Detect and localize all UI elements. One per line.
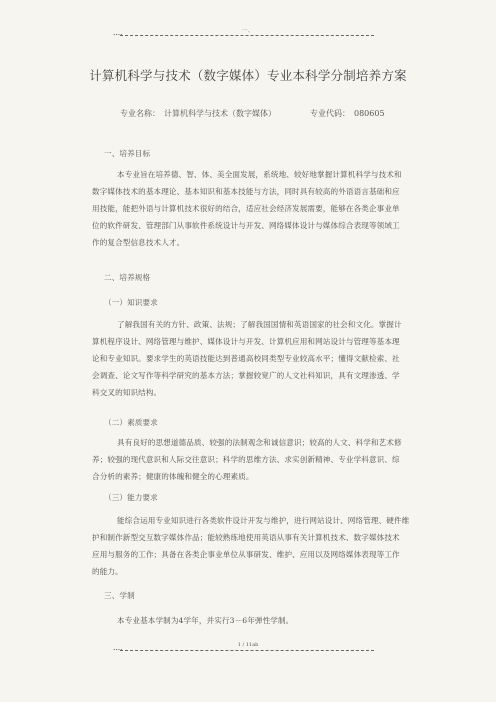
paragraph-line: 作的复合型信息技术人才。: [92, 238, 185, 247]
paragraph-line: 数字媒体技术的基本理论、基本知识和基本技能与方法，同时具有较高的外语语言基础和应: [92, 187, 400, 196]
section-heading-objective: 一、培养目标: [104, 149, 151, 158]
document-title: 计算机科学与技术（数字媒体）专业本科学分制培养方案: [89, 68, 407, 83]
program-meta: [120, 108, 389, 119]
paragraph-line: 位的软件研发、管理部门从事软件系统设计与开发、网络媒体设计与媒体综合表现等领域工: [92, 221, 400, 230]
footer-divider: [120, 650, 374, 651]
paragraph-line: 算机程序设计、网络管理与维护、媒体设计与开发、计算机应用和网站设计与管理等基本理: [92, 337, 400, 346]
code-value: 080605: [354, 109, 385, 118]
major-label: 专业名称：: [120, 109, 160, 118]
section-heading-spec: 二、培养规格: [104, 273, 151, 282]
paragraph-line: 论和专业知识。要求学生的英语技能达到普通高校同类型专业较高水平；懂得文献检索、社: [92, 354, 400, 363]
paragraph-line: 能综合运用专业知识进行各类软件设计开发与维护，进行网站设计、网络管理、硬件维: [117, 516, 410, 525]
paragraph-line: 护和制作新型交互数字媒体作品；能较熟练地使用英语从事有关计算机技术、数字媒体技术: [92, 533, 400, 542]
subheading-ability: （三）能力要求: [104, 493, 158, 502]
subheading-knowledge: （一）知识要求: [104, 298, 158, 307]
paragraph-line: 的能力。: [92, 567, 123, 576]
paragraph-line: 应用与服务的工作；具备在各类企事业单位从事研发、维护、应用以及网络媒体表现等工作: [92, 550, 400, 559]
paragraph-line: 养；较强的现代意识和人际交往意识；科学的思维方法、求实创新精神、专业学科意识、综: [92, 455, 400, 464]
header-dots: ••••: [113, 32, 123, 37]
section-heading-duration: 三、学制: [104, 591, 135, 600]
paragraph-line: 本专业旨在培养德、智、体、美全面发展，系统地、较好地掌握计算机科学与技术和: [117, 170, 402, 179]
paragraph-line: 会调查、论文写作等科学研究的基本方法；掌握较宽广的人文社科知识，具有文理渗透、学: [92, 371, 400, 380]
code-label: 专业代码：: [310, 109, 350, 118]
footer-dots: ••••: [113, 647, 123, 652]
paragraph-line: 了解我国有关的方针、政策、法规；了解我国国情和英语国家的社会和文化。掌握计: [117, 320, 402, 329]
page-number: 1 / 11ab: [237, 642, 259, 648]
paragraph-line: 合分析的素养；健康的体魄和健全的心理素质。: [92, 472, 254, 481]
paragraph-line: 科交叉的知识结构。: [92, 388, 162, 397]
header-text: 一、: [241, 28, 254, 34]
subheading-quality: （二）素质要求: [104, 418, 158, 427]
paragraph-line: 本专业基本学制为4学年，并实行3－6年弹性学制。: [117, 616, 294, 625]
major-value: 计算机科学与技术（数字媒体）: [164, 109, 276, 118]
header-divider: [120, 35, 374, 36]
paragraph-line: 具有良好的思想道德品质、较强的法制观念和诚信意识；较高的人文、科学和艺术修: [117, 438, 402, 447]
paragraph-line: 用技能，能把外语与计算机技术很好的结合，适应社会经济发展需要，能够在各类企事业单: [92, 204, 400, 213]
